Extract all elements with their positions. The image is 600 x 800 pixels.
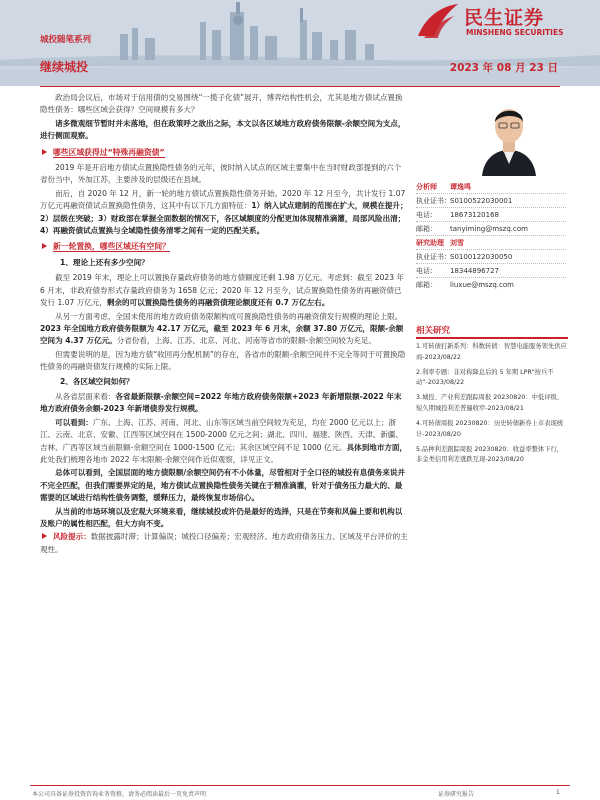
- s2-p2-a: 从另一方面考虑，全国未使用的地方政府债务限额构成可置换隐性债务的再融资债发行规模的理论上限。: [55, 311, 403, 321]
- analyst-1-email[interactable]: tanyiming@mszq.com: [450, 224, 528, 233]
- section2-paragraph-3: 但需要说明的是，因为地方债“收回再分配机制”的存在，各省市的限额-余额空间并不完全等同于可置换隐性债务的再融资债发行规模的实际上限。: [40, 349, 406, 372]
- s1-p2-normal: 而后，自 2020 年 12 月，新一轮的地方债试点置换隐性债务开始。2020 年 12 月至今，共计发行 1.07 万亿元再融资债试点置换隐性债务，这其中有以下几方面特征：: [40, 188, 406, 211]
- related-item[interactable]: 5.品种利差跟踪周报 20230820：收益率整体下行，非金类信用利差涨跌互现-2023/08/20: [416, 445, 564, 464]
- s2-p1-normal: 截至 2019 年末，理论上可以置换存量政府债务的地方债额度还剩 1.98 万亿元。考虑到：截至 2023 年 6 月末，非政府债券形式存量政府债务为 1658 亿元；2020 年 12 月至今，试点置换隐性债务的再融资债已发行 1.07 万亿元，: [40, 273, 404, 308]
- cert-label: 执业证书：: [416, 252, 451, 261]
- analyst-1-name: 谭逸鸣: [450, 182, 471, 191]
- analyst-2-label: 研究助理: [416, 238, 444, 247]
- analyst-2-cert-row: [416, 250, 566, 264]
- s3-p2-tail: 此处我们梳理各地市 2022 年末限额-余额空间作近似观察，详见正文。: [40, 454, 279, 464]
- related-research-list: [416, 342, 568, 470]
- main-content: [40, 92, 408, 556]
- section-heading-2: [40, 241, 408, 253]
- arrow-icon: [42, 243, 47, 249]
- analyst-1-phone-row: [416, 208, 566, 222]
- related-divider: [416, 337, 568, 339]
- header-banner: [0, 0, 600, 86]
- subheading-1: 1、理论上还有多少空间？: [60, 257, 149, 267]
- analyst-2-phone: 18344896727: [450, 266, 499, 275]
- s2-p2-c: 分省份看，上海、江苏、北京、河北、河南等省市的限额-余额空间较为充足。: [116, 336, 377, 346]
- section2-paragraph-2: [40, 311, 408, 348]
- report-date: 2023 年 08 月 23 日: [449, 62, 558, 74]
- s2-p2-bold: 2023 年全国地方政府债务限额为 42.17 万亿元，截至 2023 年 6 月末，余额 37.80 万亿元，限额-余额空间为 4.37 万亿元。: [40, 323, 404, 346]
- logo-swoosh-icon: [414, 2, 462, 42]
- footer-disclaimer: 本公司具备证券投资咨询业务资格，请务必阅读最后一页免责声明: [32, 791, 207, 798]
- email-label: 邮箱：: [416, 280, 437, 289]
- analyst-1-cert: S0100522030001: [450, 196, 513, 205]
- section3-paragraph-2: [40, 417, 408, 467]
- footer-divider: [30, 785, 570, 786]
- company-logo: [414, 2, 582, 42]
- analyst-2-cert: S0100122030050: [450, 252, 513, 261]
- analyst-1-name-row: [416, 180, 566, 194]
- arrow-icon: [42, 149, 47, 155]
- s3-p2-bold1: 可以看到：: [55, 417, 93, 427]
- related-research-title: 相关研究: [416, 326, 451, 336]
- page-number: 1: [556, 789, 560, 796]
- section4-paragraph-1: [40, 467, 408, 504]
- logo-text-en: MINSHENG SECURITIES: [466, 28, 564, 37]
- related-item[interactable]: 4.可转债周报 20230820：历史转债新券上市表现统计-2023/08/20: [416, 420, 564, 438]
- s3-p1-a: 从各省层面来看：: [55, 391, 116, 401]
- risk-label: 风险提示：: [53, 532, 91, 542]
- header-divider: [40, 86, 560, 87]
- page-title: 继续城投: [40, 60, 89, 74]
- intro-bold-paragraph: [40, 118, 408, 143]
- analyst-2-name: 刘雪: [450, 238, 464, 247]
- intro-paragraph: 政治局会议后，市场对于信用债的交易围绕“一揽子化债”展开，博弈结构性机会，尤其是地方债试点置换隐性债务：哪些区域会获得？空间规模有多大？: [40, 93, 403, 115]
- phone-label: 电话：: [416, 266, 437, 275]
- s3-p1-bold: 各省最新限额-余额空间=2022 年地方政府债务限额+2023 年新增限额-2022 年末地方政府债务余额-2023 年新增债券发行规模。: [40, 391, 402, 414]
- email-label: 邮箱：: [416, 224, 437, 233]
- risk-text: 数据披露时滞；计算偏误；城投口径偏差；宏观经济、地方政府债务压力、区域及平台评价的主观性。: [40, 532, 408, 554]
- risk-warning: [40, 531, 408, 556]
- section-heading-1: [40, 147, 408, 159]
- analyst-1-email-row: [416, 222, 566, 236]
- s4-p2-bold: 从当前的市场环境以及宏观大环境来看，继续城投或许仍是最好的选择，只是在节奏和风偏上要和机构以及账户的属性相匹配，但大方向不变。: [40, 506, 403, 528]
- section-heading-2-text: 新一轮置换，哪些区域还有空间？: [53, 242, 170, 252]
- section3-paragraph-1: [40, 391, 408, 416]
- s2-p1-bold: 剩余的可以置换隐性债务的再融资债理论额度还有 0.7 万亿左右。: [106, 298, 330, 308]
- related-item[interactable]: 3.城投、产业利差跟踪周报 20230820：中低评级、短久期城投利差普遍收窄-2023/08/21: [416, 394, 564, 412]
- arrow-icon: [42, 533, 47, 539]
- analyst-1-label: 分析师: [416, 182, 437, 191]
- phone-label: 电话：: [416, 210, 437, 219]
- footer-report-type: 证券研究报告: [438, 791, 475, 798]
- section1-paragraph-2: [40, 188, 408, 238]
- related-item[interactable]: 1.可转债打新系列：科数转债：智慧电能服务领先供应商-2023/08/22: [416, 343, 567, 361]
- s3-p2-normal: 广东、上海、江苏、河南、河北、山东等区域当前空间较为充足，均在 2000 亿元以上；浙江、云南、北京、安徽、江西等区域空间在 1500-2000 亿元之间；湖北、四川、福建、陕西、天津、新疆、吉林、广西等区域当前限额-余额空间在 1000-1500 亿元；其余区域空间不足 1000 亿元。: [40, 417, 403, 452]
- s1-p2-bold: 1）纳入试点建制的范围在扩大，规模在提升；2）层级在突破；3）财政部在掌握全面数据的情况下，各区域额度的分配更加体现精准滴灌，局部风险出清；4）再融资债试点置换与全域隐性债务清零之间有一定的匹配关系。: [40, 201, 408, 236]
- analyst-2-email-row: [416, 278, 566, 291]
- analyst-2-email[interactable]: liuxue@mszq.com: [450, 280, 514, 289]
- section-heading-1-text: 哪些区域获得过“特殊再融资债”: [53, 147, 165, 157]
- series-label: 城投随笔系列: [40, 35, 92, 45]
- s4-p1-bold: 总体可以看到，全国层面的地方债限额/余额空间仍有不小体量，尽管相对于全口径的城投有息债务来说并不完全匹配，但我们需要界定的是，地方债试点置换隐性债务关键在于精准滴灌，针对于债务压力最大的、最需要的区域进行结构性债务调整，缓释压力，最终恢复市场信心。: [40, 468, 406, 503]
- logo-text-zh: 民生证券: [464, 7, 545, 29]
- s3-p2-bold2: 具体到地市方面，: [346, 442, 408, 452]
- analyst-2-phone-row: [416, 264, 566, 278]
- subheading-2: 2、各区域空间如何？: [60, 376, 134, 386]
- section4-paragraph-2: [40, 506, 408, 531]
- cert-label: 执业证书：: [416, 196, 451, 205]
- analyst-1: [416, 180, 566, 291]
- section1-paragraph-1: 2019 年是开启地方债试点置换隐性债务的元年，彼时纳入试点的区域主要集中在当时财政部提到的六个省份当中，外加江苏，主要涉及的层级还在县域。: [40, 163, 402, 185]
- analyst-1-cert-row: [416, 194, 566, 208]
- analyst-photo: [468, 92, 550, 176]
- section2-paragraph-1: [40, 272, 408, 309]
- related-item[interactable]: 2.利率专题：非对称降息后的 5 年期 LPR“按兵不动”-2023/08/22: [416, 368, 554, 387]
- analyst-2-name-row: [416, 236, 566, 250]
- analyst-1-phone: 18673120168: [450, 210, 499, 219]
- intro-bold-text: 诸多微观细节暂时并未落地，但在政策呼之欲出之际，本文以各区域地方政府债务限额-余额空间为支点，进行侧面观察。: [40, 118, 406, 141]
